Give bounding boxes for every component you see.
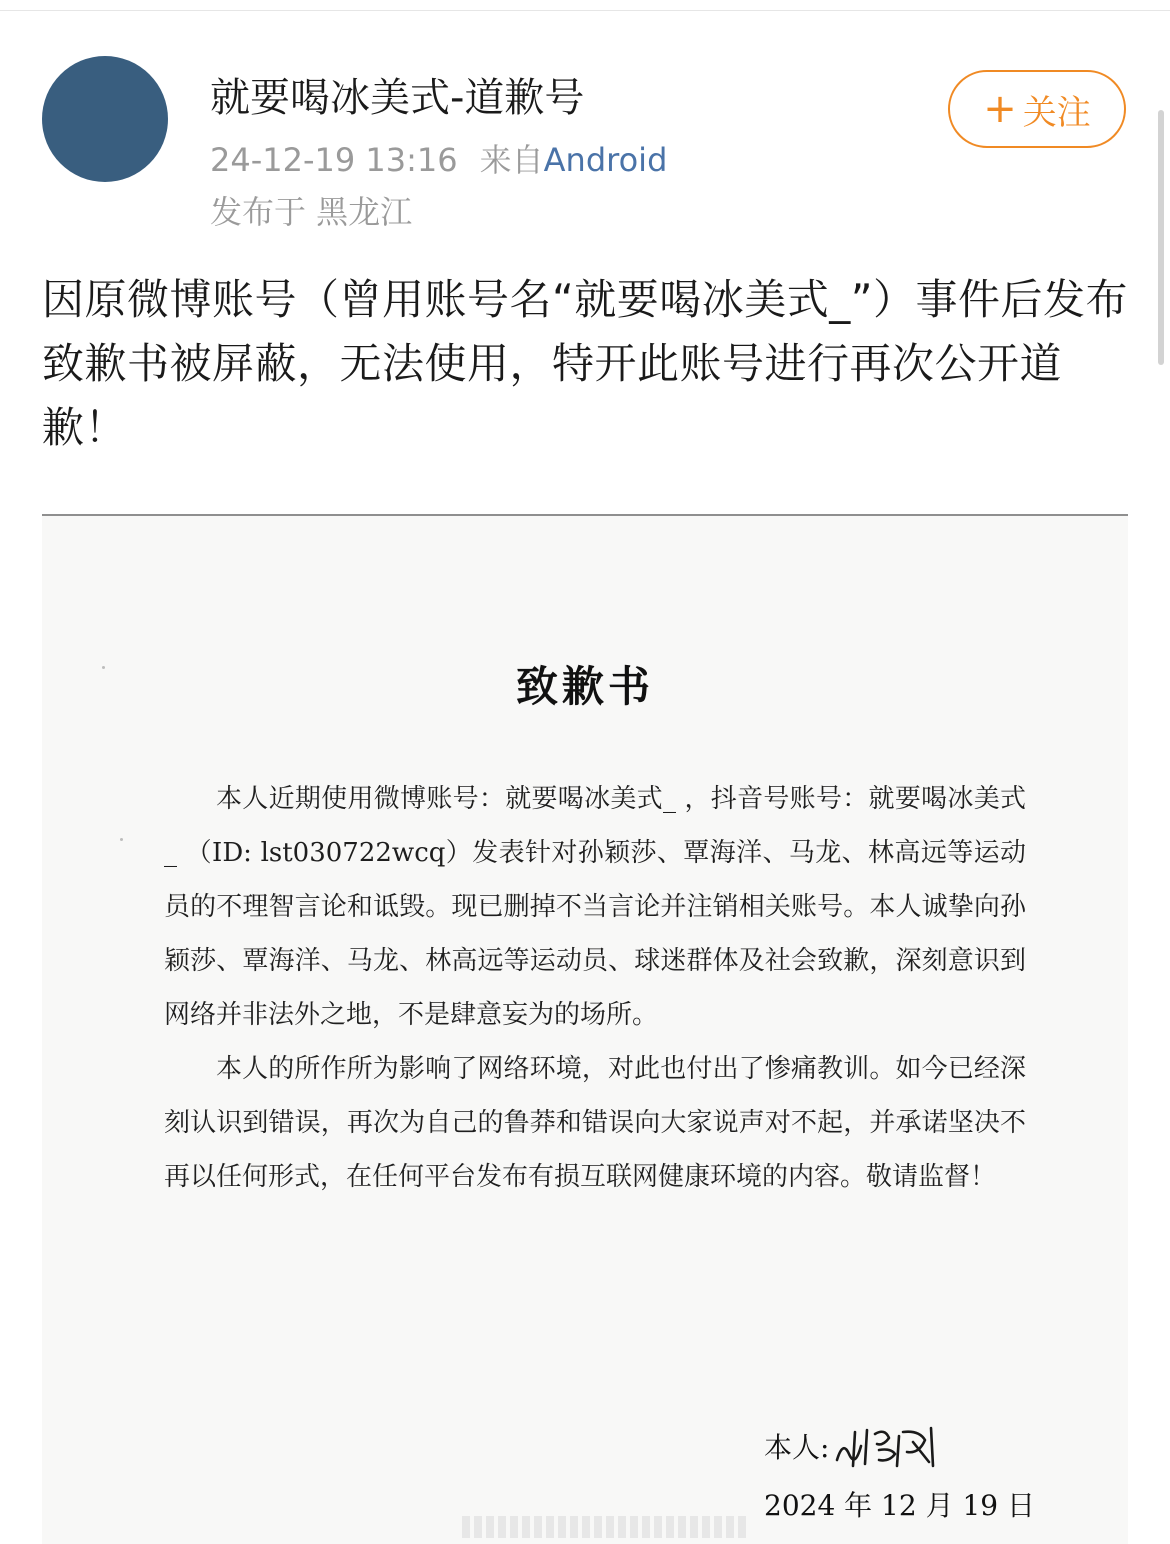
signature-label: 本人: <box>764 1431 830 1464</box>
author-username[interactable]: 就要喝冰美式-道歉号 <box>210 75 585 121</box>
letter-paragraph: 本人近期使用微博账号：就要喝冰美式_ ，抖音号账号：就要喝冰美式_ （ID: lst030722wcq）发表针对孙颖莎、覃海洋、马龙、林高远等运动员的不理智言论和诋毁。现已删掉不当言论并注销相关账号。本人诚挚向孙颖莎、覃海洋、马龙、林高远等运动员、球迷群体及社会致歉，深刻意识到网络并非法外之地，不是肆意妄为的场所。 <box>164 784 1026 1030</box>
top-separator <box>0 10 1170 11</box>
handwritten-signature <box>833 1420 943 1472</box>
follow-button[interactable] <box>948 70 1126 148</box>
letter-body <box>164 772 1026 1204</box>
scrollbar[interactable] <box>1158 110 1164 365</box>
letter-date: 2024 年 12 月 19 日 <box>764 1489 1036 1522</box>
post-body-text: 因原微博账号（曾用账号名“就要喝冰美式_”）事件后发布致歉书被屏蔽，无法使用，特开此账号进行再次公开道歉！ <box>42 275 1129 452</box>
source-prefix: 来自 <box>479 141 544 179</box>
post-meta <box>210 138 667 182</box>
post-location: 发布于 黑龙江 <box>210 193 413 231</box>
letter-title: 致歉书 <box>515 662 654 711</box>
apology-letter-image[interactable] <box>42 516 1128 1544</box>
post-timestamp: 24-12-19 13:16 <box>210 141 458 179</box>
source-link[interactable]: Android <box>543 141 668 179</box>
watermark-strip <box>462 1516 772 1538</box>
follow-button-label: 关注 <box>1022 92 1091 133</box>
letter-paragraph: 本人的所作所为影响了网络环境，对此也付出了惨痛教训。如今已经深刻认识到错误，再次为自己的鲁莽和错误向大家说声对不起，并承诺坚决不再以任何形式，在任何平台发布有损互联网健康环境的内容。敬请监督！ <box>164 1054 1026 1192</box>
scan-speck <box>120 838 123 841</box>
letter-signature <box>764 1420 943 1472</box>
avatar[interactable] <box>42 56 168 182</box>
plus-icon: + <box>983 86 1017 132</box>
